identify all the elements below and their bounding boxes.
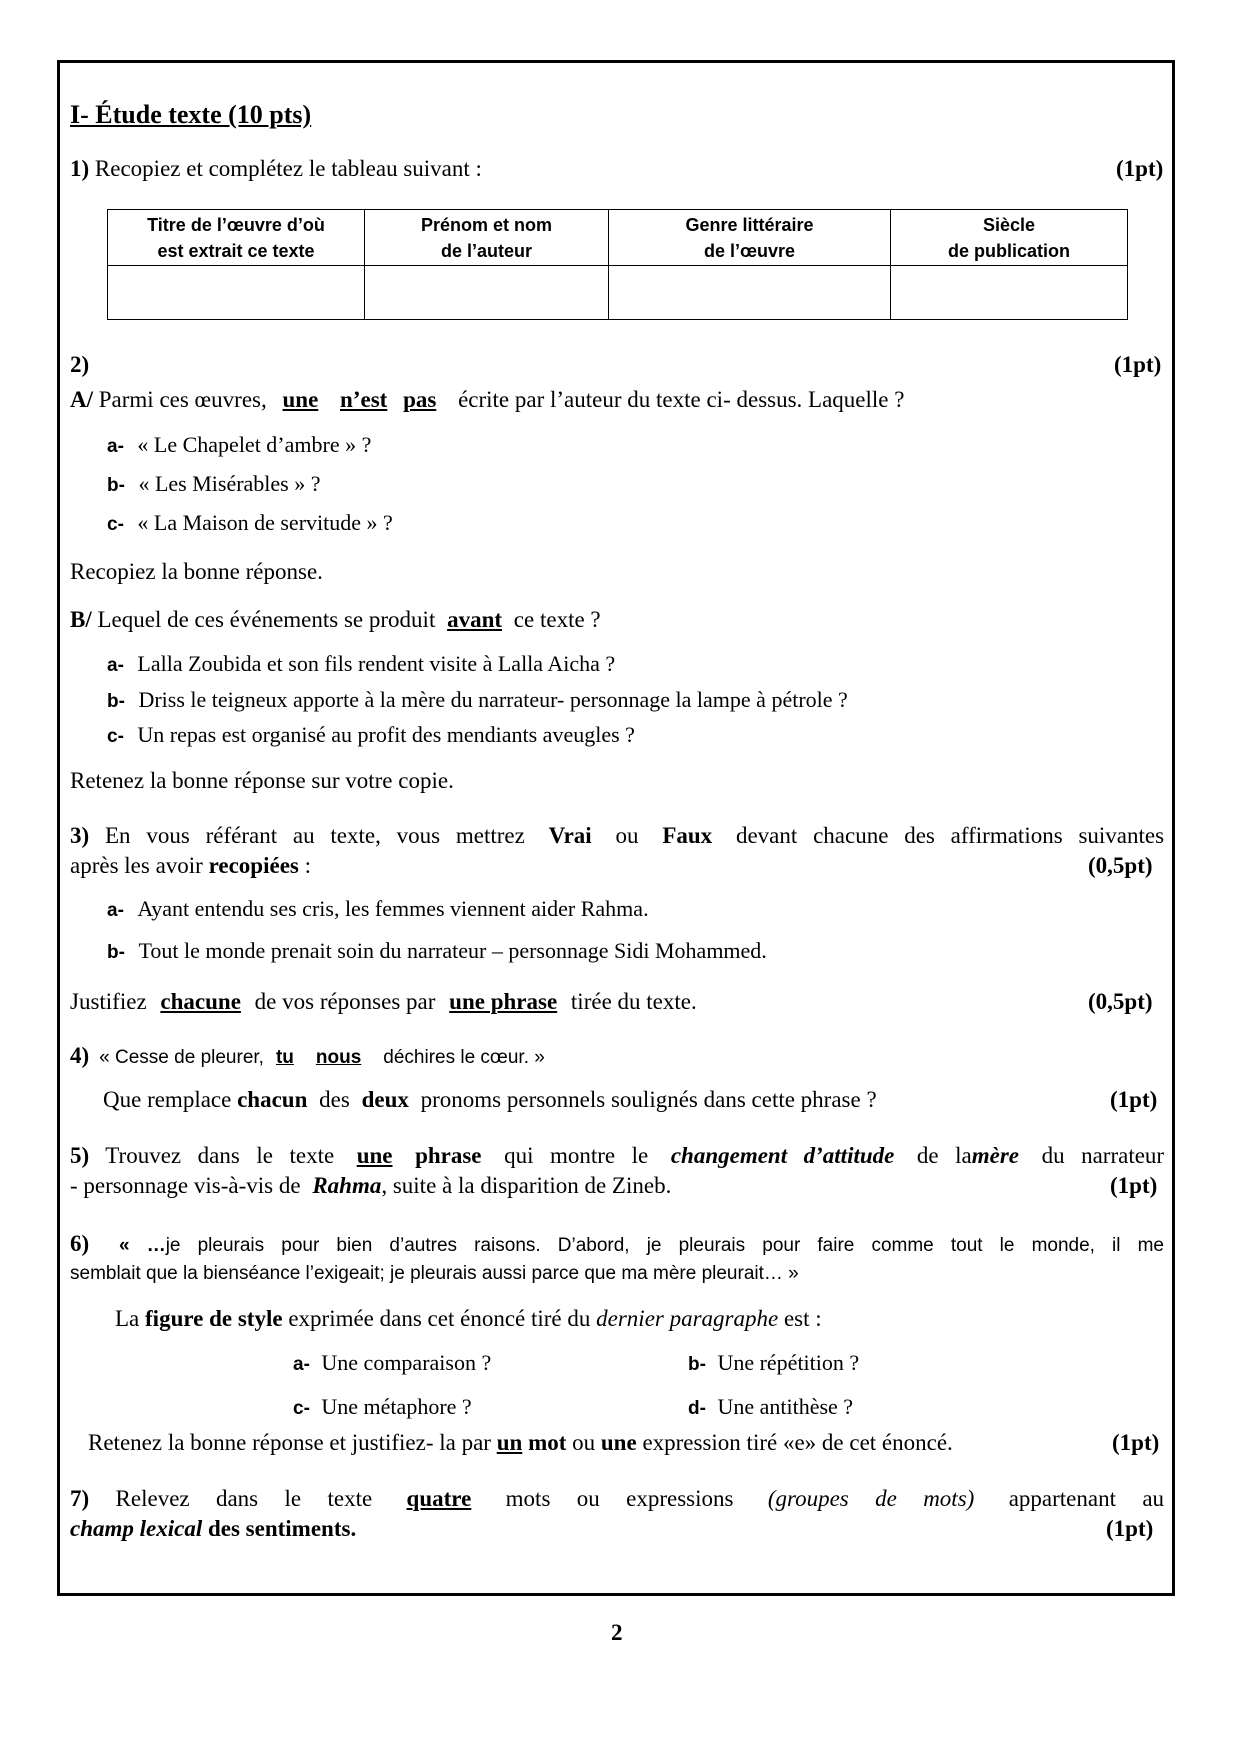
q5-line2: - personnage vis-à-vis de Rahma, suite à la disparition de Zineb. xyxy=(70,1173,672,1198)
q2a-option-c: c- « La Maison de servitude » ? xyxy=(107,510,393,535)
section-title: I- Étude texte (10 pts) xyxy=(70,100,312,129)
q3-justify-line: Justifiez chacune de vos réponses par une phrase tirée du texte. xyxy=(70,989,697,1014)
q3-number: 3) xyxy=(70,823,90,848)
q3-line2: après les avoir recopiées : xyxy=(70,853,311,878)
q1-table-answer-row xyxy=(108,266,1128,320)
q1-table-cell-title[interactable] xyxy=(108,266,365,320)
q4-question-line: Que remplace chacun des deux pronoms personnels soulignés dans cette phrase ? xyxy=(103,1087,877,1112)
q4-quote-line: 4) « Cesse de pleurer, tu nous déchires le cœur. » xyxy=(70,1043,545,1068)
q4-nous: nous xyxy=(315,1047,362,1068)
q3-option-a: a- Ayant entendu ses cris, les femmes viennent aider Rahma. xyxy=(107,896,649,921)
q1-table-header-author: Prénom et nom de l’auteur xyxy=(365,210,609,266)
q1-text: Recopiez et complétez le tableau suivant : xyxy=(94,156,482,181)
q2a-label: A/ xyxy=(70,387,93,412)
q2a-une: une xyxy=(282,387,319,412)
q2a-option-a: a- « Le Chapelet d’ambre » ? xyxy=(107,432,372,457)
q4-points: (1pt) xyxy=(1110,1087,1158,1112)
q2a-line: A/ Parmi ces œuvres, une n’est pas écrite par l’auteur du texte ci- dessus. Laquelle ? xyxy=(70,387,905,412)
q6-line1: 6) « …je pleurais pour bien d’autres raisons. D’abord, je pleurais pour faire comme tout le monde, il me xyxy=(70,1231,1165,1256)
q6-number: 6) xyxy=(70,1231,90,1256)
q5-number: 5) xyxy=(70,1143,90,1168)
q1-table-header-title: Titre de l’œuvre d’où est extrait ce texte xyxy=(108,210,365,266)
q3-option-b: b- Tout le monde prenait soin du narrateur – personnage Sidi Mohammed. xyxy=(107,938,767,963)
q7-line2: champ lexical des sentiments. xyxy=(70,1516,357,1541)
q6-retenez-line: Retenez la bonne réponse et justifiez- la par un mot ou une expression tiré «e» de cet énoncé. xyxy=(88,1430,953,1455)
q1-number: 1) xyxy=(70,156,90,181)
q1-table-cell-genre[interactable] xyxy=(609,266,891,320)
q2b-option-a: a- Lalla Zoubida et son fils rendent visite à Lalla Aicha ? xyxy=(107,651,616,676)
q3-line1: 3) En vous référant au texte, vous mettrez Vrai ou Faux devant chacune des affirmations suivantes xyxy=(70,823,1165,848)
q2a-nest: n’est xyxy=(340,387,388,412)
q2b-label: B/ xyxy=(70,607,92,632)
q1-table xyxy=(107,209,1128,320)
q2b-option-c: c- Un repas est organisé au profit des mendiants aveugles ? xyxy=(107,722,635,747)
q2a-option-b: b- « Les Misérables » ? xyxy=(107,471,321,496)
q1-table-header-genre: Genre littéraire de l’œuvre xyxy=(609,210,891,266)
q2b-avant: avant xyxy=(447,607,503,632)
q6-option-d: d- Une antithèse ? xyxy=(688,1394,854,1419)
q6-option-a: a- Une comparaison ? xyxy=(293,1350,492,1375)
q4-number: 4) xyxy=(70,1043,90,1068)
q1-table-header-row xyxy=(108,210,1128,266)
q1-table-header-century: Siècle de publication xyxy=(891,210,1128,266)
q7-line1: 7) Relevez dans le texte quatre mots ou expressions (groupes de mots) appartenant au xyxy=(70,1486,1165,1511)
q6-option-b: b- Une répétition ? xyxy=(688,1350,860,1375)
q2-points: (1pt) xyxy=(1114,352,1162,377)
q2-number: 2) xyxy=(70,352,90,377)
q3-points1: (0,5pt) xyxy=(1088,853,1153,878)
q2a-pas: pas xyxy=(403,387,437,412)
q3-vrai: Vrai xyxy=(548,823,592,848)
q1-table-cell-century[interactable] xyxy=(891,266,1128,320)
q1-table-cell-author[interactable] xyxy=(365,266,609,320)
q6-question: La figure de style exprimée dans cet énoncé tiré du dernier paragraphe est : xyxy=(115,1306,822,1331)
q5-line1: 5) Trouvez dans le texte une phrase qui montre le changement d’attitude de lamère du narrateur xyxy=(70,1143,1165,1168)
q5-points: (1pt) xyxy=(1110,1173,1158,1198)
q2b-line: B/ Lequel de ces événements se produit avant ce texte ? xyxy=(70,607,601,632)
q3-chacune: chacune xyxy=(160,989,241,1014)
q2b-option-b: b- Driss le teigneux apporte à la mère du narrateur- personnage la lampe à pétrole ? xyxy=(107,687,848,712)
q1-points: (1pt) xyxy=(1116,156,1164,181)
q4-tu: tu xyxy=(275,1047,294,1068)
q3-faux: Faux xyxy=(662,823,713,848)
q3-points2: (0,5pt) xyxy=(1088,989,1153,1014)
q2a-instruction: Recopiez la bonne réponse. xyxy=(70,559,323,584)
q1-line xyxy=(70,156,482,182)
q2b-instruction: Retenez la bonne réponse sur votre copie. xyxy=(70,768,454,793)
page-number: 2 xyxy=(611,1620,623,1645)
q7-number: 7) xyxy=(70,1486,90,1511)
q6-line2: semblait que la bienséance l’exigeait; je pleurais aussi parce que ma mère pleurait… » xyxy=(70,1263,799,1284)
q6-points: (1pt) xyxy=(1112,1430,1160,1455)
q6-option-c: c- Une métaphore ? xyxy=(293,1394,472,1419)
q7-points: (1pt) xyxy=(1106,1516,1154,1541)
q3-une-phrase: une phrase xyxy=(449,989,558,1014)
